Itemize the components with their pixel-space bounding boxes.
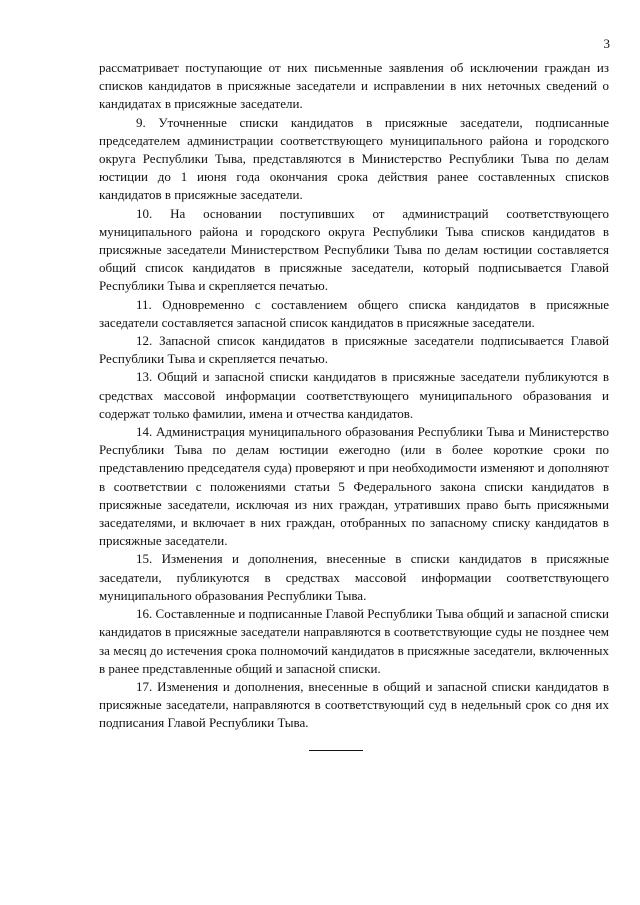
document-body	[99, 59, 609, 733]
paragraph-10: 10. На основании поступивших от администраций соответствующего муниципального района и городского округа Республики Тыва списков кандидатов в присяжные заседатели Министерством Республики Тыва по делам юстиции составляется общий список кандидатов в присяжные заседатели, который подписывается Главой Республики Тыва и скрепляется печатью.	[99, 205, 609, 294]
paragraph-13: 13. Общий и запасной списки кандидатов в присяжные заседатели публикуются в средствах массовой информации соответствующего муниципального образования и содержат только фамилии, имена и отчества кандидатов.	[99, 369, 609, 421]
paragraph-17: 17. Изменения и дополнения, внесенные в общий и запасной списки кандидатов в присяжные заседатели, направляются в соответствующий суд в недельный срок со дня их подписания Главой Республики Тыва.	[99, 678, 609, 731]
page-number: 3	[603, 36, 610, 51]
paragraph-12: 12. Запасной список кандидатов в присяжные заседатели подписывается Главой Республики Тыва и скрепляется печатью.	[99, 333, 609, 367]
paragraph-15: 15. Изменения и дополнения, внесенные в списки кандидатов в присяжные заседатели, публикуются в средствах массовой информации соответствующего муниципального образования Республики Тыва.	[99, 551, 609, 603]
paragraph-16: 16. Составленные и подписанные Главой Республики Тыва общий и запасной списки кандидатов в присяжные заседатели направляются в соответствующие суды не позднее чем за месяц до истечения срока полномочий кандидатов в присяжные заседатели, включенных в ранее представленные общий и запасной списки.	[99, 606, 609, 676]
paragraph-14: 14. Администрация муниципального образования Республики Тыва и Министерство Республики Тыва по делам юстиции ежегодно (или в более короткие сроки по представлению председателя суда) проверяют и при необходимости изменяют и дополняют в соответствии с положениями статьи 5 Федерального закона списки кандидатов в присяжные заседатели, исключая из них граждан, утративших право быть присяжными заседателями, и включает в них граждан, отобранных по запасному списку кандидатов в присяжные заседатели.	[99, 424, 609, 549]
end-rule	[309, 750, 363, 751]
paragraph-11: 11. Одновременно с составлением общего списка кандидатов в присяжные заседатели составляется запасной список кандидатов в присяжные заседатели.	[99, 296, 609, 330]
paragraph-continuation: рассматривает поступающие от них письменные заявления об исключении граждан из списков кандидатов в присяжные заседатели и исправлении в них неточных сведений о кандидатах в присяжные заседатели.	[99, 60, 609, 112]
paragraph-9: 9. Уточненные списки кандидатов в присяжные заседатели, подписанные председателем администрации соответствующего муниципального района и городского округа Республики Тыва, представляются в Министерство Республики Тыва по делам юстиции до 1 июня года окончания срока действия ранее составленных списков кандидатов в присяжные заседатели.	[99, 114, 609, 203]
